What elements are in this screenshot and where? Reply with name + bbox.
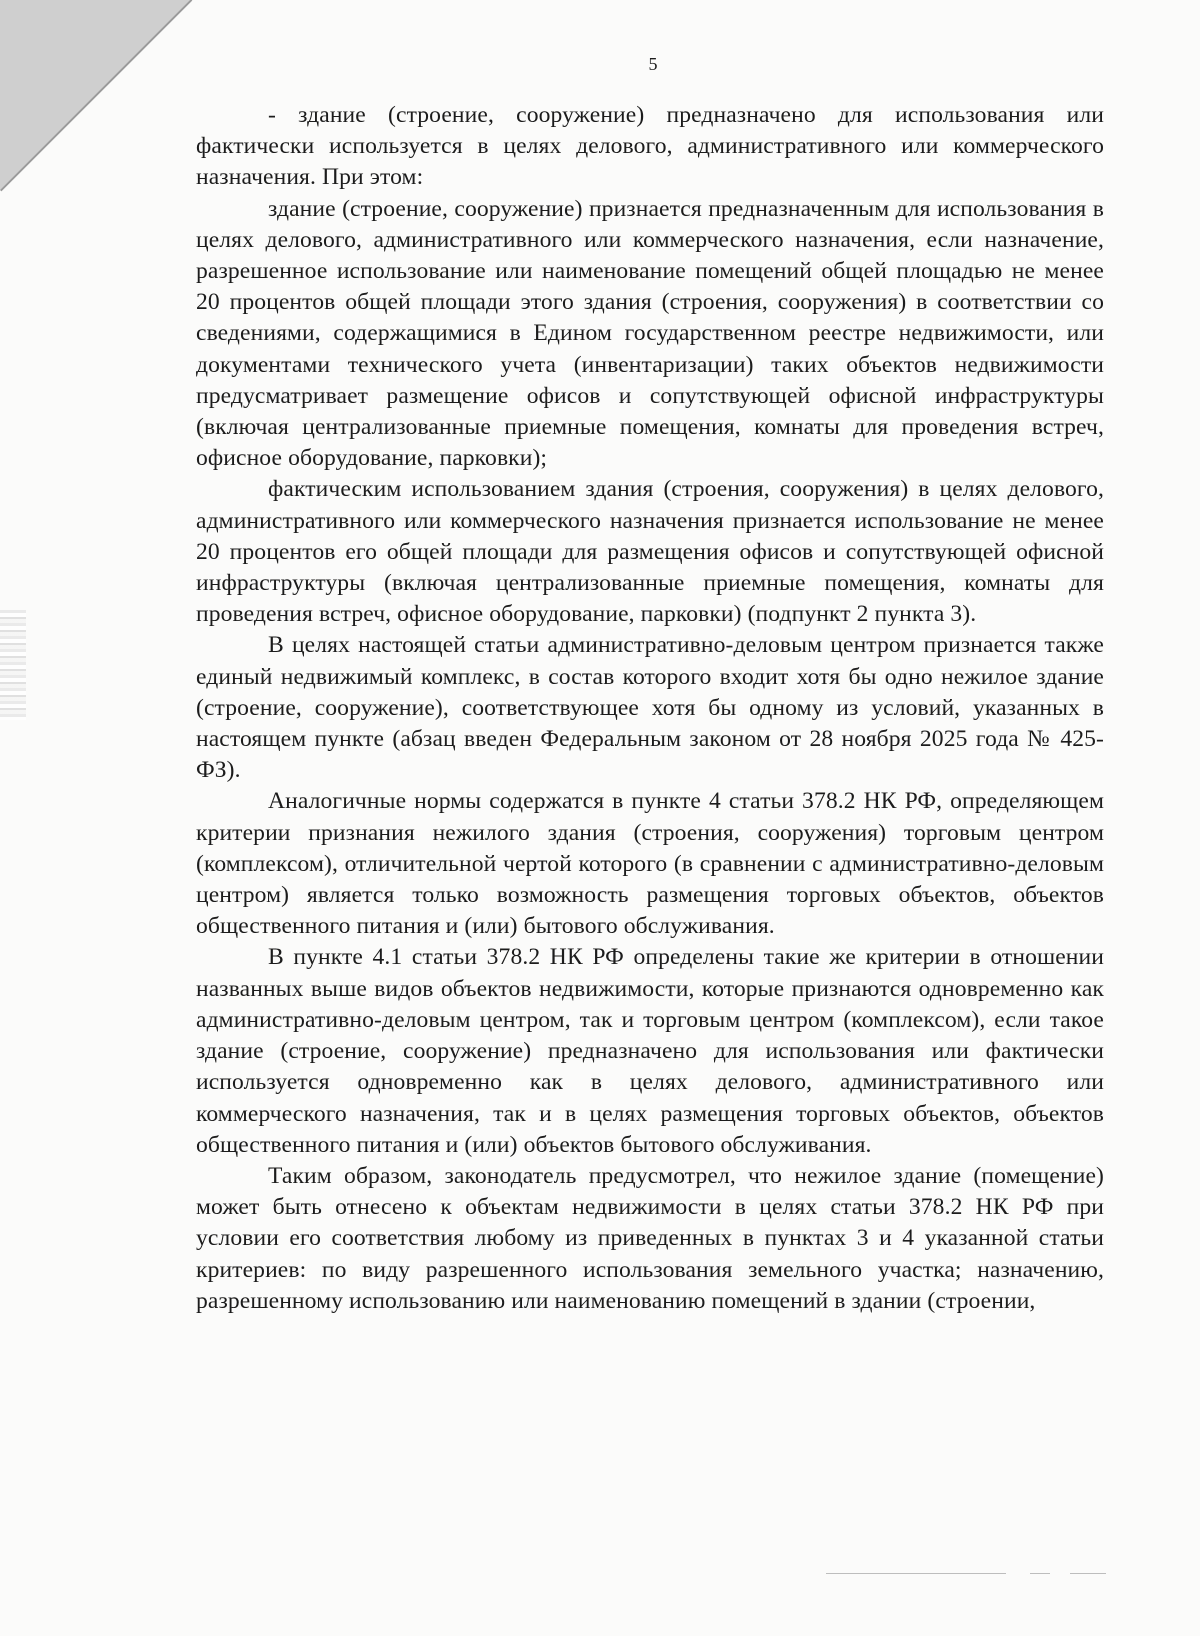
paragraph: Аналогичные нормы содержатся в пункте 4 статьи 378.2 НК РФ, определяющем критерии признания нежилого здания (строения, сооружения) торговым центром (комплексом), отличительной чертой которого (в сравнении с административно-деловым центром) является только возможность размещения торговых объектов, объектов общественного питания и (или) бытового обслуживания. <box>196 788 1104 940</box>
scan-artifact-line <box>826 1573 1006 1574</box>
paragraph: здание (строение, сооружение) признается предназначенным для использования в целях делового, административного или коммерческого назначения, если назначение, разрешенное использование или наименование помещений общей площадью не менее 20 процентов общей площади этого здания (строения, сооружения) в соответствии со сведениями, содержащимися в Едином государственном реестре недвижимости, или документами технического учета (инвентаризации) таких объектов недвижимости предусматривает размещение офисов и сопутствующей офисной инфраструктуры (включая централизованные приемные помещения, комнаты для проведения встреч, офисное оборудование, парковки); <box>196 195 1104 472</box>
paragraph: Таким образом, законодатель предусмотрел, что нежилое здание (помещение) может быть отнесено к объектам недвижимости в целях статьи 378.2 НК РФ при условии его соответствия любому из приведенных в пунктах 3 и 4 указанной статьи критериев: по виду разрешенного использования земельного участка; назначению, разрешенному использованию или наименованию помещений в здании (строении, <box>196 1162 1104 1314</box>
paragraph: В целях настоящей статьи административно-деловым центром признается также единый недвижимый комплекс, в состав которого входит хотя бы одно нежилое здание (строение, сооружение), соответствующее хотя бы одному из условий, указанных в настоящем пункте (абзац введен Федеральным законом от 28 ноября 2025 года № 425-ФЗ). <box>196 632 1104 784</box>
document-body <box>196 100 1104 1317</box>
page-number: 5 <box>648 54 658 74</box>
scan-artifact-line <box>1070 1573 1106 1574</box>
scan-artifact-line <box>1030 1573 1050 1574</box>
scan-artifact <box>0 610 26 720</box>
paragraph: - здание (строение, сооружение) предназначено для использования или фактически используется в целях делового, административного или коммерческого назначения. При этом: <box>196 102 1104 191</box>
paragraph: В пункте 4.1 статьи 378.2 НК РФ определены такие же критерии в отношении названных выше видов объектов недвижимости, которые признаются одновременно как административно-деловым центром, так и торговым центром (комплексом), если такое здание (строение, сооружение) предназначено для использования или фактически используется одновременно как в целях делового, административного или коммерческого назначения, так и в целях размещения торговых объектов, объектов общественного питания и (или) объектов бытового обслуживания. <box>196 944 1104 1158</box>
paragraph: фактическим использованием здания (строения, сооружения) в целях делового, административного или коммерческого назначения признается использование не менее 20 процентов его общей площади для размещения офисов и сопутствующей офисной инфраструктуры (включая централизованные приемные помещения, комнаты для проведения встреч, офисное оборудование, парковки) (подпункт 2 пункта 3). <box>196 476 1104 628</box>
